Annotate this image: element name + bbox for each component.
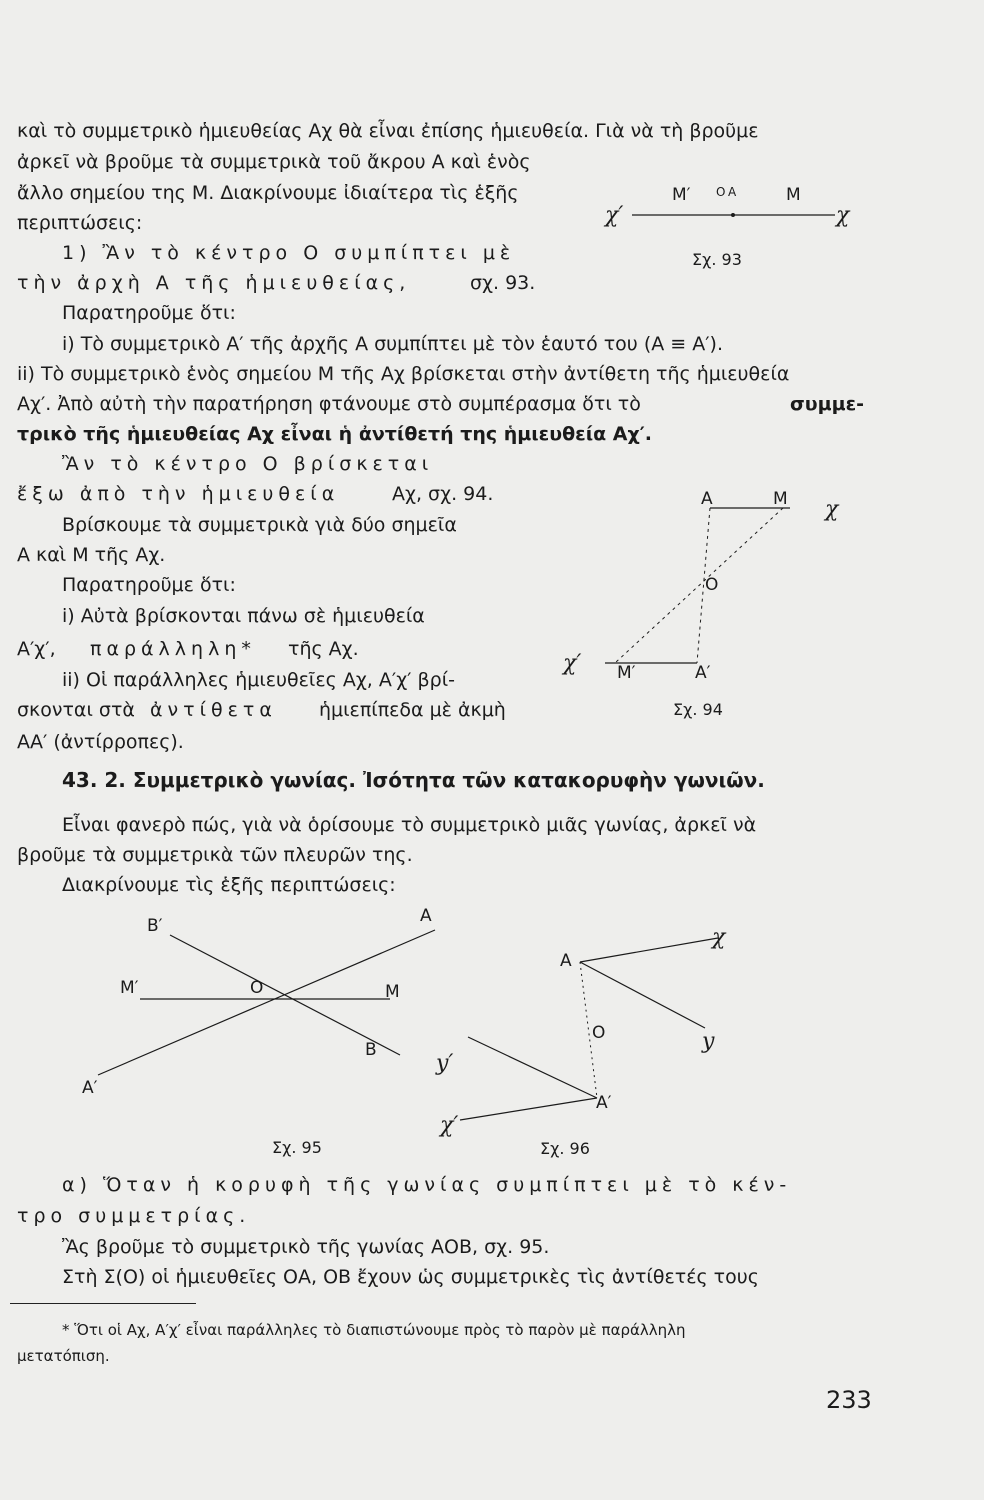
line-text: α) Ὅταν ἡ κορυφὴ τῆς γωνίας συμπίπτει μὲ τὸ κέν- [62, 1174, 792, 1196]
line-text: σκονται στὰ [17, 699, 135, 721]
fig96-label-x: χ [712, 925, 726, 950]
figure-94 [555, 480, 855, 730]
line-text: ΑΑ′ (ἀντίρροπες). [17, 731, 184, 753]
fig95-label-o: Ο [250, 978, 264, 998]
figure-93 [600, 160, 870, 280]
line-text: Αχ, σχ. 94. [392, 483, 494, 505]
fig95-label-m: Μ [385, 982, 400, 1002]
line-text: ἀρκεῖ νὰ βροῦμε τὰ συμμετρικὰ τοῦ ἄκρου Α καὶ ἑνὸς [17, 151, 531, 173]
line-text: * Ὅτι οἱ Αχ, Α′χ′ εἶναι παράλληλες τὸ διαπιστώνουμε πρὸς τὸ παρὸν μὲ παράλληλη [62, 1321, 686, 1339]
line-text: Διακρίνουμε τὶς ἑξῆς περιπτώσεις: [62, 874, 396, 896]
fig93-label-mprime: Μ′ [672, 185, 691, 205]
line-text: ἡμιεπίπεδα μὲ ἀκμὴ [319, 699, 506, 721]
fig96-ray-aprime-yprime [468, 1037, 597, 1098]
line-text: ἄλλο σημείου της Μ. Διακρίνουμε ἰδιαίτερα τὶς ἑξῆς [17, 182, 519, 204]
line-text: τρικὸ τῆς ἡμιευθείας Αχ εἶναι ἡ ἀντίθετή της ἡμιευθεία Αχ′. [17, 423, 652, 445]
line-text: καὶ τὸ συμμετρικὸ ἡμιευθείας Αχ θὰ εἶναι ἐπίσης ἡμιευθεία. Γιὰ νὰ τὴ βροῦμε [17, 120, 759, 142]
fig96-label-xprime: χ′ [440, 1113, 459, 1138]
fig96-label-y: y [702, 1029, 715, 1054]
fig94-label-a: Α [701, 489, 713, 509]
fig95-label-bprime: Β′ [147, 916, 163, 936]
fig93-label-a: Α [728, 185, 737, 199]
fig95-line-aa [98, 930, 435, 1075]
page-number: 233 [826, 1386, 872, 1414]
line-text: συμμε- [790, 393, 865, 415]
line-text: i) Τὸ συμμετρικὸ Α′ τῆς ἀρχῆς Α συμπίπτει μὲ τὸν ἑαυτό του (Α ≡ Α′). [62, 333, 724, 355]
line-text: μετατόπιση. [17, 1347, 110, 1365]
line-text: βροῦμε τὰ συμμετρικὰ τῶν πλευρῶν της. [17, 844, 413, 866]
fig94-label-mprime: Μ′ [617, 663, 636, 683]
fig96-label-yprime: y′ [436, 1051, 454, 1076]
fig94-label-m: Μ [773, 489, 788, 509]
line-text: παράλληλη* [90, 638, 256, 660]
line-text: Ἂν τὸ κέντρο Ο βρίσκεται [62, 453, 434, 475]
line-text: Παρατηροῦμε ὅτι: [62, 302, 236, 324]
fig94-label-o: Ο [705, 575, 719, 595]
fig93-label-xprime: χ′ [605, 203, 624, 228]
fig93-label-o: Ο [716, 185, 726, 199]
fig96-ray-ax [580, 938, 718, 962]
line-text: 43. 2. Συμμετρικὸ γωνίας. Ἰσότητα τῶν κατακορυφὴν γωνιῶν. [62, 768, 765, 792]
line-text: τῆς Αχ. [288, 638, 359, 660]
fig94-label-xprime: χ′ [563, 651, 582, 676]
line-text: Παρατηροῦμε ὅτι: [62, 574, 236, 596]
line-text: τὴν ἀρχὴ Α τῆς ἡμιευθείας, [17, 272, 411, 294]
line-text: ii) Οἱ παράλληλες ἡμιευθεῖες Αχ, Α′χ′ βρί- [62, 669, 455, 691]
fig93-caption: Σχ. 93 [692, 250, 742, 269]
fig95-label-a: Α [420, 906, 432, 926]
footnote-rule [10, 1303, 196, 1304]
line-text: ἀντίθετα [150, 699, 277, 721]
line-text: Α καὶ Μ τῆς Αχ. [17, 544, 166, 566]
fig96-ray-ay [580, 962, 705, 1028]
line-text: Ἂς βροῦμε τὸ συμμετρικὸ τῆς γωνίας ΑΟΒ, σχ. 95. [62, 1236, 550, 1258]
line-text: τρο συμμετρίας. [17, 1205, 251, 1227]
fig95-label-b: Β [365, 1040, 377, 1060]
fig96-label-a: Α [560, 951, 572, 971]
fig96-ray-aprime-xprime [460, 1098, 597, 1120]
line-text: Αχ′. Ἀπὸ αὐτὴ τὴν παρατήρηση φτάνουμε στὸ συμπέρασμα ὅτι τὸ [17, 393, 641, 415]
fig94-dashed-mm [615, 508, 783, 663]
fig93-label-m: Μ [786, 185, 801, 205]
figure-96 [420, 920, 750, 1170]
fig93-point-o [731, 213, 735, 217]
fig94-label-x: χ [825, 497, 839, 522]
line-text: Βρίσκουμε τὰ συμμετρικὰ γιὰ δύο σημεῖα [62, 514, 457, 536]
figure-95 [60, 895, 480, 1165]
fig94-caption: Σχ. 94 [673, 700, 723, 719]
line-text: ii) Τὸ συμμετρικὸ ἑνὸς σημείου Μ τῆς Αχ βρίσκεται στὴν ἀντίθετη τῆς ἡμιευθεία [17, 363, 790, 385]
line-text: ἔξω ἀπὸ τὴν ἡμιευθεία [17, 483, 340, 505]
line-text: i) Αὐτὰ βρίσκονται πάνω σὲ ἡμιευθεία [62, 605, 425, 627]
line-text: Στὴ Σ(Ο) οἱ ἡμιευθεῖες ΟΑ, ΟΒ ἔχουν ὡς συμμετρικὲς τὶς ἀντίθετές τους [62, 1266, 759, 1288]
line-text: Εἶναι φανερὸ πώς, γιὰ νὰ ὁρίσουμε τὸ συμμετρικὸ μιᾶς γωνίας, ἀρκεῖ νὰ [62, 814, 757, 836]
line-text: περιπτώσεις: [17, 212, 143, 234]
fig96-label-o: Ο [592, 1023, 606, 1043]
fig96-caption: Σχ. 96 [540, 1139, 590, 1158]
line-text: 1) Ἂν τὸ κέντρο Ο συμπίπτει μὲ [62, 242, 516, 264]
fig94-label-aprime: Α′ [695, 663, 711, 683]
fig93-label-x: χ [836, 203, 850, 228]
fig96-label-aprime: Α′ [596, 1093, 612, 1113]
fig95-caption: Σχ. 95 [272, 1138, 322, 1157]
line-text: Α′χ′, [17, 638, 56, 660]
line-text: σχ. 93. [470, 272, 536, 294]
fig95-label-aprime: Α′ [82, 1078, 98, 1098]
fig95-label-mprime: Μ′ [120, 978, 139, 998]
